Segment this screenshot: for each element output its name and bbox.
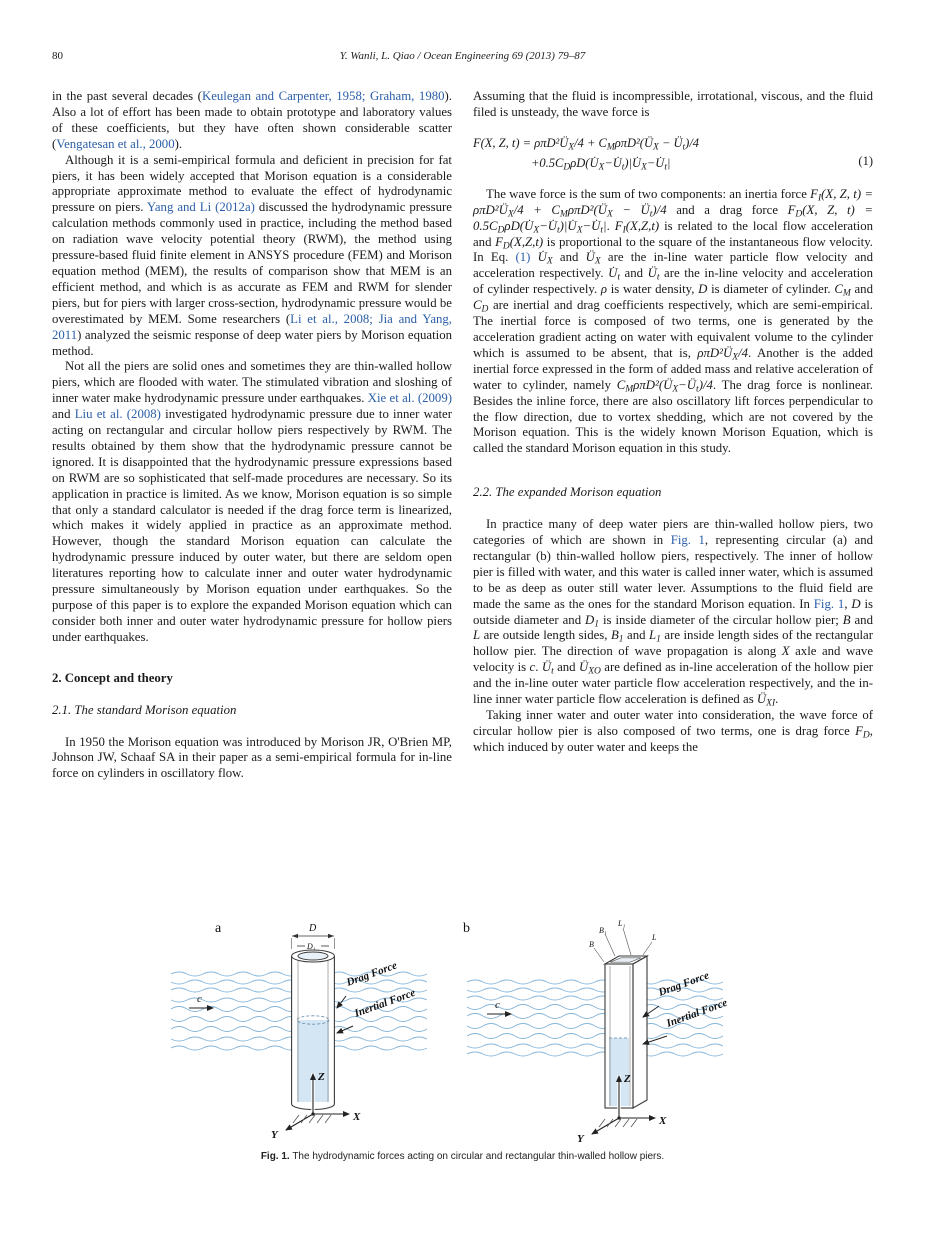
paragraph: Not all the piers are solid ones and sometimes they are thin-walled hollow piers, which are flooded with water. The stimulated vibration and sloshing of inner water make hydrodynamic pressure under earthquakes. Xie et al. (2009) and Liu et al. (2008) investigated hydrodynamic pressure due to inner water acting on rectangular and circular hollow piers respectively by RWM. The results obtained by them show that the hydrodynamic pressure cannot be ignored. It is disappointed that the hydrodynamic pressure expressions based on RWM are so sophisticated that self-made procedures are necessary. So its application in practice is limited. As we know, Morison equation is so simple that only a standard calculator is needed if the drag force term is linearized, which makes it widely applied in practice as an approximate method. However, though the standard Morison equation can calculate the hydrodynamic pressure induced by outer water, but there are seldom open literatures reporting how to calculate inner and outer water hydrodynamic pressure simultaneously by Morison equation under earthquakes. So the purpose of this paper is to explore the expanded Morison equation which can consider both inner and outer water hydrodynamic pressure for hollow piers under earthquakes.: [52, 359, 452, 644]
equation-line: $+0.5C_D\rho D(U̇_X-U̇_t)|U̇_X-U̇_t|$: [531, 155, 671, 173]
drag-force-label: Drag Force: [656, 969, 711, 999]
paragraph: The wave force is the sum of two components: an inertia force $F_I(X$, Z, $t) = \rho\pi D^2Ü_X/4$ + $C_M\rho\pi D^2(Ü_X$ − $Ü_t)/4$ and a drag force $F_D(X$, Z, $t) = 0.5C_D\rho D(U̇_X-U̇_t)|U̇_X-U̇_t|$. $F_I(X,Z,t)$ is related to the local flow acceleration and $F_D(X,Z,t)$ is proportional to the square of the instantaneous flow velocity. In Eq. (1) $U̇_X$ and $Ü_X$ are the in-line water particle flow velocity and acceleration respectively. $U̇_t$ and $Ü_t$ are the in-line velocity and acceleration of cylinder respectively. ρ is water density, D is diameter of cylinder. $C_M$ and $C_D$ are inertial and drag coefficients respectively, which are semi-empirical. The inertial force is composed of two terms, one is generated by the acceleration gradient acting on water with equivalent volume to the cylinder which is assumed to be absent, that is, $\rho\pi D^2Ü_X/4$. Another is the added inertial force expressed in the form of added mass and relative acceleration of water to cylinder, namely $C_M\rho\pi D^2(Ü_X-Ü_t)/4$. The drag force is nonlinear. Besides the inline force, there are also oscillatory lift forces perpendicular to the flow direction, due to vortex shedding, which are not covered by the Morison equation. This is the widely known Morison Equation, which is called the standard Morison equation in this study.: [473, 186, 873, 456]
section-heading: 2. Concept and theory: [52, 670, 173, 685]
wave-velocity: [487, 999, 511, 1014]
panel-a-label: a: [214, 921, 221, 936]
velocity-label: c: [196, 993, 202, 1005]
page-header: [52, 50, 873, 62]
dim-l1-label: L₁: [617, 919, 625, 928]
figure-caption-label: Fig. 1.: [260, 1151, 290, 1162]
axis-z-label: Z: [317, 1071, 325, 1083]
axis-y-label: Y: [576, 1133, 584, 1145]
force-annotations: [643, 969, 729, 1044]
running-head: Y. Wanli, L. Qiao / Ocean Engineering 69 (2013) 79–87: [339, 50, 586, 62]
figure-panel-a: [163, 916, 453, 1151]
ground-hatch: [293, 1115, 331, 1123]
dim-l-label: L: [651, 933, 656, 942]
figure-caption-text: The hydrodynamic forces acting on circular and rectangular thin-walled hollow piers.: [289, 1151, 665, 1162]
citation-link[interactable]: Fig. 1: [813, 596, 845, 611]
equation-number: (1): [858, 153, 873, 168]
velocity-label: c: [494, 999, 500, 1011]
citation-link[interactable]: Yang and Li (2012a): [146, 200, 255, 215]
citation-link[interactable]: Li et al., 2008; Jia and Yang, 2011: [52, 311, 452, 342]
drag-force-label: Drag Force: [344, 959, 399, 989]
subsection-heading: 2.2. The expanded Morison equation: [473, 485, 662, 500]
paragraph-continued: in the past several decades (Keulegan and Carpenter, 1958; Graham, 1980). Also a lot of effort has been made to obtain prototype and laboratory values of these coefficients, but they have often shown considerable scatter (Vengatesan et al., 2000).: [52, 89, 452, 151]
wave-velocity: [189, 993, 213, 1008]
paragraph: Assuming that the fluid is incompressible, irrotational, viscous, and the fluid filed is unsteady, the wave force is: [473, 89, 873, 119]
dim-d-label: D: [308, 923, 316, 934]
dim-b-label: B: [588, 940, 594, 949]
citation-link[interactable]: Fig. 1: [670, 533, 705, 548]
paragraph: Taking inner water and outer water into consideration, the wave force of circular hollow pier is also composed of two terms, one is drag force $F_D$, which induced by outer water and keeps the: [473, 708, 873, 754]
paragraph: In 1950 the Morison equation was introduced by Morison JR, O'Brien MP, Johnson JW, Schaaf SA in their paper as a semi-empirical formula for in-line force on cylinders in oscillatory flow.: [52, 734, 452, 781]
citation-link[interactable]: Keulegan and Carpenter, 1958; Graham, 1980: [201, 89, 445, 103]
equation-line: F(X, Z, $t) = \rho\pi D^2Ü_X/4$ + $C_M\rho\pi D^2(Ü_X$ − $Ü_t)/4$: [473, 135, 700, 153]
dimension-d: [291, 923, 334, 951]
inertial-force-label: Inertial Force: [664, 996, 729, 1030]
axis-x-label: X: [352, 1111, 360, 1123]
dim-b1-label: B₁: [598, 926, 607, 935]
subsection-heading: 2.1. The standard Morison equation: [52, 702, 237, 717]
axis-z-label: Z: [623, 1073, 631, 1085]
right-column: [473, 89, 873, 756]
paragraph: In practice many of deep water piers are thin-walled hollow piers, two categories of which are shown in Fig. 1, representing circular (a) and rectangular (b) thin-walled hollow piers, respectively. The inner of hollow pier is filled with water, and this water is called inner water, which is assumed to be as deep as outer still water lever. Assumptions to the fluid field are made the same as the ones for the standard Morison equation. In Fig. 1, D is outside diameter and $D_1$ is inside diameter of the circular hollow pier; B and L are outside length sides, $B_1$ and $L_1$ are inside length sides of the rectangular hollow pier. The direction of wave propagation is along X axle and wave velocity is c. $Ü_t$ and $Ü_{XO}$ are defined as in-line acceleration of the hollow pier and the in-line outer water particle flow acceleration respectively, and the in-line inner water particle flow acceleration is defined as $Ü_{XI}$.: [473, 517, 874, 709]
figure-panel-b: [453, 916, 763, 1151]
panel-b-label: b: [462, 921, 470, 936]
ground-hatch: [599, 1119, 637, 1127]
citation-link[interactable]: (1): [515, 250, 531, 265]
left-column: [52, 89, 452, 782]
citation-link[interactable]: Xie et al. (2009): [367, 391, 452, 406]
page-number: 80: [52, 50, 63, 62]
force-annotations: [337, 959, 417, 1033]
citation-link[interactable]: Liu et al. (2008): [74, 407, 161, 422]
axis-y-label: Y: [270, 1129, 278, 1141]
rectangular-pier: [605, 956, 647, 1108]
dim-d1-label: D₁: [306, 942, 316, 951]
figure-caption: [0, 1151, 925, 1162]
axis-x-label: X: [658, 1115, 666, 1127]
citation-link[interactable]: Vengatesan et al., 2000: [56, 136, 175, 151]
equation-1: [473, 133, 873, 173]
figure-1: [0, 916, 925, 1151]
inertial-force-label: Inertial Force: [352, 986, 417, 1020]
paragraph: Although it is a semi-empirical formula and deficient in precision for fat piers, it has been widely accepted that Morison equation is a considerable appropriate approximate method to evaluate the effect of hydrodynamic pressure on piers. Yang and Li (2012a) discussed the hydrodynamic pressure calculation methods commonly used in practice, including the method based on radiation wave velocity potential theory (RWM), the method using pressure-based fluid finite element in ANSYS procedure (FEM) and Morison equation method (MEM), the results of comparison show that MEM is an efficient method, and which is as accurate as FEM and RWM for slender piers, but for piers with larger cross-section, hydrodynamic pressure would be overestimated by MEM. Some researchers (Li et al., 2008; Jia and Yang, 2011) analyzed the seismic response of deep water piers by Morison equation method.: [52, 152, 452, 358]
